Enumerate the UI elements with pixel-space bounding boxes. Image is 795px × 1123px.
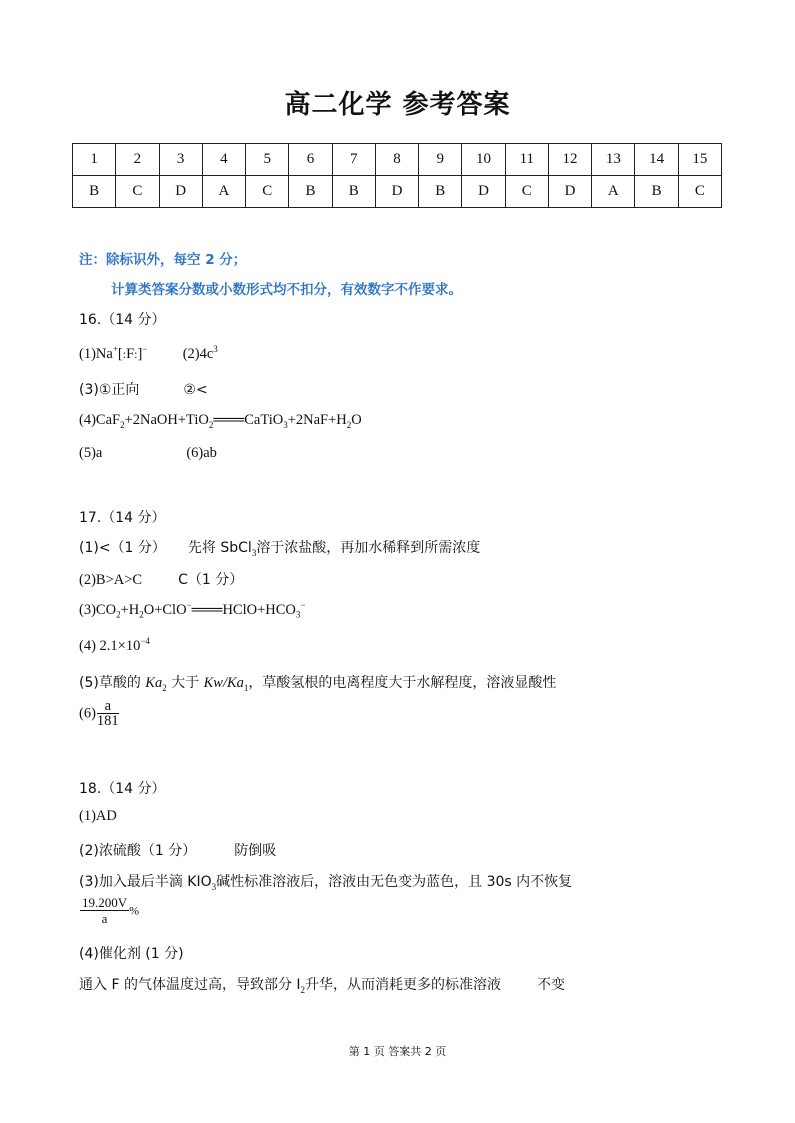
page-title: 高二化学 参考答案 bbox=[284, 90, 511, 120]
answer-cell: C bbox=[678, 176, 721, 208]
fraction: $\frac{a}{181}$ bbox=[96, 698, 119, 729]
question-number-cell: 6 bbox=[289, 144, 332, 176]
q17-answer-2: (2)B>A>C C（1 分） bbox=[79, 572, 244, 588]
answer-cell: B bbox=[73, 176, 116, 208]
answer-row bbox=[73, 176, 722, 208]
q16-answer-1-2: (1)Na+[:F:]− $(2)4c^3$ bbox=[79, 344, 218, 362]
question-number-cell: 13 bbox=[592, 144, 635, 176]
q17-answer-5: (5)草酸的 $Ka_2$ 大于 $Kw/Ka_1$，草酸氢根的电离程度大于水解程度，溶液显酸性 bbox=[79, 675, 557, 693]
q16-answer-5-6: (5)a (6)ab bbox=[79, 445, 217, 461]
q16-answer-4: $(4)CaF_2+2NaOH+TiO_2═══CaTiO_3+2NaF+H_2O$ bbox=[79, 412, 362, 430]
q16-header: 16.（14 分） bbox=[79, 312, 166, 328]
q17-answer-6: (6) $\frac{a}{181}$ bbox=[79, 698, 119, 729]
q16-answer-3: (3)①正向 ②< bbox=[79, 382, 208, 398]
q18-answer-3-result: $\frac{19.200V}{a}$ % bbox=[82, 895, 140, 926]
answer-table bbox=[72, 143, 722, 208]
answer-cell: C bbox=[116, 176, 159, 208]
page-footer: 第 1 页 答案共 2 页 bbox=[348, 1045, 447, 1058]
q18-answer-4: (4)催化剂 (1 分) bbox=[79, 946, 184, 962]
question-number-row bbox=[73, 144, 722, 176]
answer-cell: B bbox=[332, 176, 375, 208]
question-number-cell: 5 bbox=[246, 144, 289, 176]
q17-answer-4: (4) $2.1\times 10^{-4}$ bbox=[79, 636, 150, 654]
question-number-cell: 3 bbox=[159, 144, 202, 176]
answer-cell: D bbox=[159, 176, 202, 208]
q18-header: 18.（14 分） bbox=[79, 781, 166, 797]
q18-answer-4-explanation: 通入 F 的气体温度过高，导致部分 $I_2$升华，从而消耗更多的标准溶液 不变 bbox=[79, 977, 566, 995]
question-number-cell: 1 bbox=[73, 144, 116, 176]
answer-cell: B bbox=[635, 176, 678, 208]
question-number-cell: 12 bbox=[548, 144, 591, 176]
q17-answer-3: $(3)CO_2+H_2O+ClO^-═══HClO+HCO_3^-$ bbox=[79, 600, 306, 620]
question-number-cell: 15 bbox=[678, 144, 721, 176]
answer-cell: B bbox=[419, 176, 462, 208]
question-number-cell: 11 bbox=[505, 144, 548, 176]
q18-answer-3: (3)加入最后半滴 $KIO_3$碱性标准溶液后，溶液由无色变为蓝色，且 30s 内不恢复 bbox=[79, 874, 573, 892]
answer-cell: C bbox=[505, 176, 548, 208]
fraction: $\frac{19.200V}{a}$ bbox=[82, 895, 128, 926]
question-number-cell: 4 bbox=[202, 144, 245, 176]
question-number-cell: 14 bbox=[635, 144, 678, 176]
answer-cell: A bbox=[202, 176, 245, 208]
answer-cell: D bbox=[548, 176, 591, 208]
q17-answer-1: (1)<（1 分） 先将 SbCl$_3$溶于浓盐酸，再加水稀释到所需浓度 bbox=[79, 540, 481, 558]
question-number-cell: 7 bbox=[332, 144, 375, 176]
question-number-cell: 10 bbox=[462, 144, 505, 176]
question-number-cell: 8 bbox=[375, 144, 418, 176]
q18-answer-2: (2)浓硫酸（1 分） 防倒吸 bbox=[79, 843, 277, 859]
answer-cell: D bbox=[375, 176, 418, 208]
q18-answer-1: (1)AD bbox=[79, 808, 117, 824]
question-number-cell: 2 bbox=[116, 144, 159, 176]
answer-cell: D bbox=[462, 176, 505, 208]
scoring-note: 注：除标识外，每空 2 分； bbox=[79, 252, 247, 268]
answer-cell: A bbox=[592, 176, 635, 208]
answer-cell: C bbox=[246, 176, 289, 208]
question-number-cell: 9 bbox=[419, 144, 462, 176]
answer-cell: B bbox=[289, 176, 332, 208]
q17-header: 17.（14 分） bbox=[79, 510, 166, 526]
scoring-note-detail: 计算类答案分数或小数形式均不扣分，有效数字不作要求。 bbox=[111, 282, 462, 298]
